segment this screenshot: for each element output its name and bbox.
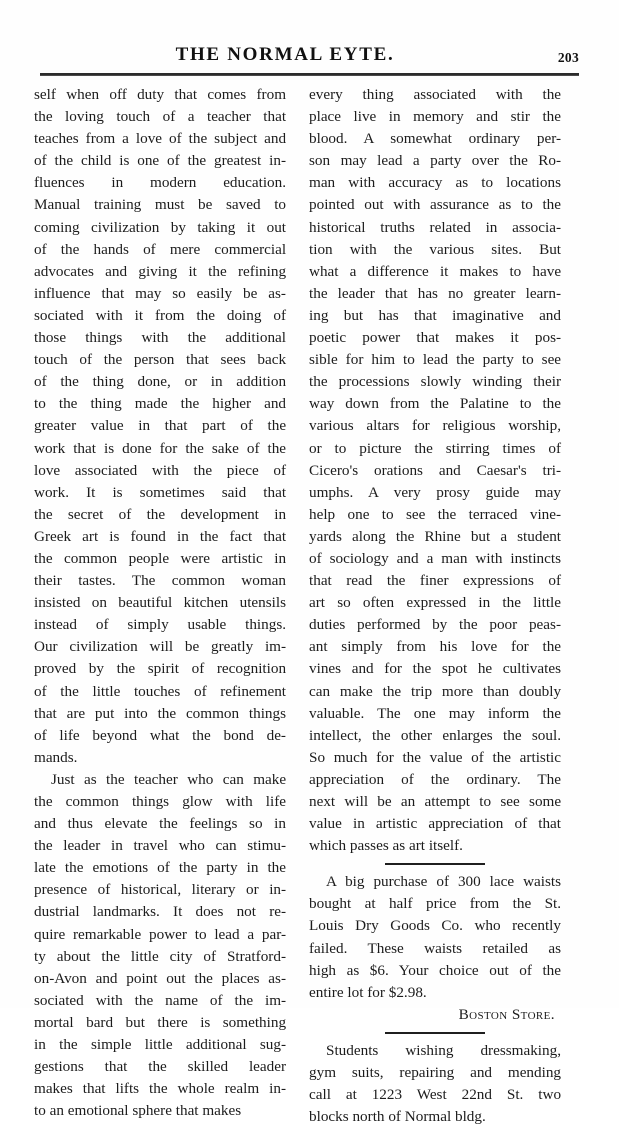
text-line: Students wishing dressmaking, <box>326 1041 562 1059</box>
text-line: umphs. A very prosy guide may <box>309 483 562 501</box>
text-line: and thus elevate the feelings so in <box>34 815 286 833</box>
text-line: value in artistic appreciation of that <box>309 815 562 833</box>
text-line: ant simply from his love for the <box>309 638 562 656</box>
text-line: of sociology and a man with instincts <box>309 549 562 567</box>
text-line: Our civilization will be greatly im- <box>34 638 287 656</box>
text-line: son may lead a party over the Ro- <box>309 152 562 170</box>
advertisement-dressmaking <box>309 1040 561 1128</box>
text-line: mands. <box>34 748 78 766</box>
text-line: yards along the Rhine but a student <box>309 527 562 545</box>
page-title: THE NORMAL EYTE. <box>175 44 395 65</box>
text-line: blocks north of Normal bldg. <box>309 1108 486 1126</box>
text-line: fluences in modern education. <box>34 174 287 192</box>
text-line: of life beyond what the bond de- <box>34 726 286 744</box>
advertisement-boston-store <box>309 871 561 1004</box>
article-paragraph-2 <box>34 769 286 1123</box>
text-line: work that is done for the sake of the <box>34 439 287 457</box>
text-line: the loving touch of a teacher that <box>34 108 287 126</box>
text-line: the leader in travel who can stimu- <box>34 837 287 855</box>
text-line: instead of simply usable things. <box>34 616 287 634</box>
text-line: which passes as art itself. <box>309 837 463 855</box>
text-line: touch of the person that sees back <box>34 351 287 369</box>
text-line: high as $6. Your choice out of the <box>309 961 562 979</box>
text-line: Just as the teacher who can make <box>51 770 287 788</box>
text-line: call at 1223 West 22nd St. two <box>309 1086 562 1104</box>
text-line: proved by the spirit of recognition <box>34 660 287 678</box>
text-line: influence that may so easily be as- <box>34 284 286 302</box>
text-line: to an emotional sphere that makes <box>34 1102 242 1120</box>
text-line: presence of historical, literary or in- <box>34 881 287 899</box>
text-line: gym suits, repairing and mending <box>309 1064 562 1082</box>
text-line: greater value in that part of the <box>34 417 287 435</box>
text-line: vines and for the spot he cultivates <box>309 660 561 678</box>
article-paragraph-1 <box>34 84 286 769</box>
text-line: those things with the additional <box>34 329 287 347</box>
text-line: the common people were artistic in <box>34 549 287 567</box>
text-line: tion with the various sites. But <box>309 240 562 258</box>
text-line: or to picture the stirring times of <box>309 439 561 457</box>
text-line: sible for him to lead the party to see <box>309 351 562 369</box>
text-line: entire lot for $2.98. <box>309 983 427 1001</box>
advertisement-divider-rule <box>385 1032 485 1034</box>
page-number: 203 <box>557 50 579 65</box>
text-line: blood. A somewhat ordinary per- <box>309 130 562 148</box>
advertisement-divider-rule <box>385 863 485 865</box>
text-line: of the child is one of the greatest in- <box>34 152 286 170</box>
text-line: what a difference it makes to have <box>309 262 562 280</box>
text-line: appreciation of the ordinary. The <box>309 770 562 788</box>
text-line: duties performed by the poor peas- <box>309 616 561 634</box>
text-line: So much for the value of the artistic <box>309 748 561 766</box>
text-line: makes that lifts the whole realm in- <box>34 1080 286 1098</box>
text-line: historical truths related in associa- <box>309 218 562 236</box>
text-line: various altars for religious worship, <box>309 417 562 435</box>
text-line: help one to see the terraced vine- <box>309 505 562 523</box>
text-line: on-Avon and point out the places as- <box>34 969 287 987</box>
text-line: to the thing made the higher and <box>34 395 287 413</box>
text-line: Greek art is found in the fact that <box>34 527 287 545</box>
text-line: Louis Dry Goods Co. who recently <box>309 917 562 935</box>
text-line: teaches from a love of the subject and <box>34 130 287 148</box>
text-line: self when off duty that comes from <box>34 86 287 103</box>
text-line: quire remarkable power to lead a par- <box>34 925 287 943</box>
text-line: advocates and giving it the refining <box>34 262 287 280</box>
text-line: dustrial landmarks. It does not re- <box>34 903 287 921</box>
header-divider-rule <box>40 73 579 76</box>
text-line: of the little touches of refinement <box>34 682 287 700</box>
text-line: Manual training must be saved to <box>34 196 287 214</box>
text-line: the secret of the development in <box>34 505 287 523</box>
text-line: in the simple little additional sug- <box>34 1036 287 1054</box>
text-line: poetic power that makes it pos- <box>309 329 562 347</box>
text-line: can make the trip more than doubly <box>309 682 562 700</box>
text-line: coming civilization by taking it out <box>34 218 287 236</box>
text-line: that are put into the common things <box>34 704 287 722</box>
text-line: man with accuracy as to locations <box>309 174 561 192</box>
text-line: place live in memory and stir the <box>309 108 562 126</box>
text-line: ty about the little city of Stratford- <box>34 947 286 965</box>
text-line: ing but has that imaginative and <box>309 306 561 324</box>
advertiser-signature: Boston Store. <box>458 1005 555 1023</box>
text-line: failed. These waists retailed as <box>309 939 562 957</box>
text-line: of the thing done, or in addition <box>34 373 287 391</box>
text-line: insisted on beautiful kitchen utensils <box>34 594 287 612</box>
running-head <box>40 44 579 70</box>
text-line: the common things glow with life <box>34 793 287 810</box>
article-paragraph-3 <box>309 84 561 857</box>
text-line: Cicero's orations and Caesar's tri- <box>309 461 562 479</box>
text-line: that read the finer expressions of <box>309 572 562 590</box>
text-line: work. It is sometimes said that <box>34 483 287 501</box>
text-line: sociated with it from the doing of <box>34 306 287 324</box>
text-line: of the hands of mere commercial <box>34 240 287 258</box>
text-line: love associated with the piece of <box>34 461 287 479</box>
text-line: intellect, the other enlarges the soul. <box>309 726 561 744</box>
text-line: way down from the Palatine to the <box>309 395 561 413</box>
text-line: art so often expressed in the little <box>309 594 562 612</box>
text-line: gestions that the skilled leader <box>34 1058 287 1076</box>
text-column-left <box>34 84 286 1122</box>
text-line: valuable. The one may inform the <box>309 704 561 722</box>
text-line: A big purchase of 300 lace waists <box>326 873 562 891</box>
text-line: bought at half price from the St. <box>309 895 562 913</box>
text-line: pointed out with assurance as to the <box>309 196 562 214</box>
text-line: next will be an attempt to see some <box>309 793 562 810</box>
text-line: the processions slowly winding their <box>309 373 562 391</box>
text-line: sociated with the name of the im- <box>34 991 287 1009</box>
text-line: late the emotions of the party in the <box>34 859 286 877</box>
text-line: their tastes. The common woman <box>34 572 286 590</box>
text-line: every thing associated with the <box>309 86 562 103</box>
text-line: mortal bard but there is something <box>34 1013 287 1031</box>
text-line: the leader that has no greater learn- <box>309 284 562 302</box>
text-column-right <box>309 84 561 1128</box>
